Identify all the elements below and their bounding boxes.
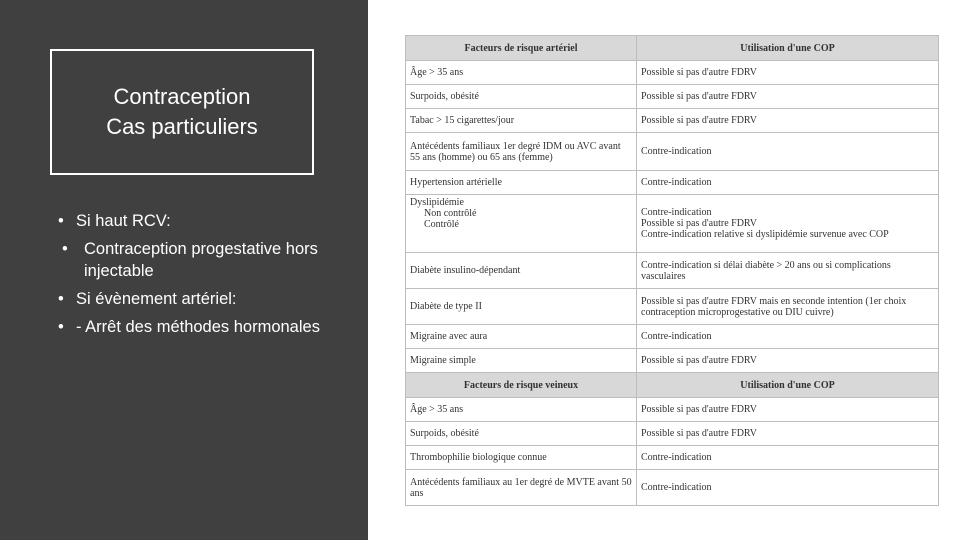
header-cell: Facteurs de risque artériel <box>406 36 637 61</box>
slide-title-line1: Contraception <box>113 84 251 109</box>
table-row <box>406 325 939 349</box>
use-cell: Contre-indication <box>637 325 939 349</box>
factor-cell: Hypertension artérielle <box>406 171 637 195</box>
factor-cell: Surpoids, obésité <box>406 422 637 446</box>
use-cell: Possible si pas d'autre FDRV <box>637 61 939 85</box>
table-header-row <box>406 373 939 398</box>
dyslip-sub1: Non contrôlé <box>424 208 477 219</box>
use-cell: Possible si pas d'autre FDRV mais en seconde intention (1er choix contraception microprogestative ou DIU cuivre) <box>637 289 939 325</box>
table-row <box>406 398 939 422</box>
use-cell: Possible si pas d'autre FDRV <box>637 85 939 109</box>
table-row <box>406 195 939 253</box>
dyslip-use2: Possible si pas d'autre FDRV <box>641 218 758 229</box>
use-cell: Contre-indication <box>637 446 939 470</box>
use-cell: Contre-indication <box>637 171 939 195</box>
header-cell: Facteurs de risque veineux <box>406 373 637 398</box>
dyslip-label: Dyslipidémie <box>410 197 464 208</box>
header-cell: Utilisation d'une COP <box>637 36 939 61</box>
header-cell: Utilisation d'une COP <box>637 373 939 398</box>
bullet-item: • Si évènement artériel: <box>58 288 348 310</box>
dyslip-use3: Contre-indication relative si dyslipidémie survenue avec COP <box>641 229 889 240</box>
factor-cell: Âge > 35 ans <box>406 398 637 422</box>
factor-cell: Surpoids, obésité <box>406 85 637 109</box>
left-panel <box>0 0 368 540</box>
table-row <box>406 253 939 289</box>
use-cell: Possible si pas d'autre FDRV <box>637 398 939 422</box>
dyslip-sub2: Contrôlé <box>424 219 459 230</box>
table-header-row <box>406 36 939 61</box>
use-cell: Contre-indication <box>637 470 939 506</box>
table-row <box>406 289 939 325</box>
factor-cell: Diabète de type II <box>406 289 637 325</box>
factor-cell: Tabac > 15 cigarettes/jour <box>406 109 637 133</box>
use-cell: Possible si pas d'autre FDRV <box>637 349 939 373</box>
use-cell <box>637 195 939 253</box>
table-row <box>406 109 939 133</box>
use-cell: Contre-indication <box>637 133 939 171</box>
table-row <box>406 85 939 109</box>
bullet-item: • - Arrêt des méthodes hormonales <box>58 316 348 338</box>
use-cell: Possible si pas d'autre FDRV <box>637 109 939 133</box>
factor-cell: Âge > 35 ans <box>406 61 637 85</box>
factor-cell: Migraine avec aura <box>406 325 637 349</box>
bullet-list <box>58 210 348 344</box>
factor-cell: Diabète insulino-dépendant <box>406 253 637 289</box>
factor-cell: Antécédents familiaux au 1er degré de MVTE avant 50 ans <box>406 470 637 506</box>
table-row <box>406 349 939 373</box>
table-row <box>406 133 939 171</box>
table-row <box>406 422 939 446</box>
use-cell: Contre-indication si délai diabète > 20 ans ou si complications vasculaires <box>637 253 939 289</box>
table-row <box>406 171 939 195</box>
slide-title-line2: Cas particuliers <box>106 114 258 139</box>
bullet-item: • Contraception progestative hors injectable <box>62 238 348 282</box>
table-row <box>406 470 939 506</box>
factor-cell: Thrombophilie biologique connue <box>406 446 637 470</box>
bullet-item: • Si haut RCV: <box>58 210 348 232</box>
table-row <box>406 61 939 85</box>
risk-factor-table-wrapper <box>405 35 939 506</box>
factor-cell: Migraine simple <box>406 349 637 373</box>
risk-factor-table <box>405 35 939 506</box>
use-cell: Possible si pas d'autre FDRV <box>637 422 939 446</box>
factor-cell: Antécédents familiaux 1er degré IDM ou AVC avant 55 ans (homme) ou 65 ans (femme) <box>406 133 637 171</box>
factor-cell <box>406 195 637 253</box>
slide-title-box <box>50 49 314 175</box>
table-row <box>406 446 939 470</box>
dyslip-use1: Contre-indication <box>641 207 712 218</box>
